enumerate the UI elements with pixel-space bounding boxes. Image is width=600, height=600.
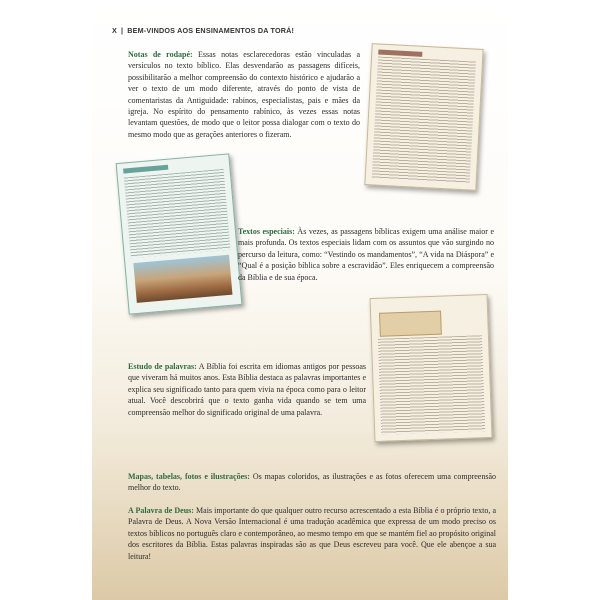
special-texts-page-thumbnail — [116, 153, 243, 314]
thumbnail-word-study-box — [379, 311, 442, 337]
header-separator: | — [121, 26, 124, 35]
section-text: Essas notas esclarecedoras estão vinculadas a versículos no texto bíblico. Elas desvendarão as passagens difíceis, possibilitarão a melhor compreensão do contexto histórico e ajudarão a ver o texto de um modo diferente, através do ponto de vista de comentaristas da Antiguidade: rabinos, especialistas, pais e mães da igreja. No espírito do pensamento rabínico, às vezes essas notas levantam questões, de modo que o leitor possa dialogar com o texto do mesmo modo que as gerações anteriores o fizeram. — [128, 50, 361, 139]
section-lead: A Palavra de Deus: — [128, 506, 194, 515]
section-lead: Textos especiais: — [238, 227, 295, 236]
section-text: Às vezes, as passagens bíblicas exigem uma análise maior e mais profunda. Os textos especiais lidam com os assuntos que vão surgindo no percurso da leitura, como: “Vestindo os mandamentos”, “A vida na Diáspora” e “Qual é a posição bíblica sobre a escravidão”. Eles enriquecem a compreensão da Bíblia e de sua época. — [238, 227, 495, 282]
section-special-texts — [238, 226, 494, 283]
section-maps-tables — [128, 471, 496, 494]
word-study-page-thumbnail — [370, 294, 493, 442]
header-title: BEM-VINDOS AOS ENSINAMENTOS DA TORÁ! — [127, 26, 295, 35]
section-word-study — [128, 361, 366, 418]
desert-photo-thumbnail — [133, 255, 232, 303]
running-header — [112, 26, 492, 35]
section-lead: Notas de rodapé: — [128, 50, 193, 59]
section-text: Mais importante do que qualquer outro recurso acrescentado a esta Bíblia é o próprio texto, a Palavra de Deus. A Nova Versão Internacional é uma tradução acadêmica que expressa de um modo preciso os textos bíblicos no português claro e contemporâneo, ao mesmo tempo em que se mantém fiel ao propósito original dos escritores da Bíblia. Estas palavras inspiradas são as que Deus escreveu para você. Que ele abençoe a sua leitura! — [128, 506, 496, 561]
thumbnail-text-lines — [372, 57, 476, 184]
thumbnail-heading-bar — [123, 165, 168, 174]
section-text: Os mapas coloridos, as ilustrações e as fotos oferecem uma compreensão melhor do texto. — [128, 472, 497, 493]
page-number: X — [112, 26, 117, 35]
thumbnail-text-lines — [124, 169, 231, 258]
footnotes-page-thumbnail — [364, 43, 483, 191]
section-word-of-god — [128, 505, 496, 562]
section-lead: Mapas, tabelas, fotos e ilustrações: — [128, 472, 250, 481]
section-lead: Estudo de palavras: — [128, 362, 197, 371]
thumbnail-text-lines — [378, 335, 485, 435]
section-text: A Bíblia foi escrita em idiomas antigos por pessoas que viveram há muitos anos. Esta Bíblia destaca as palavras importantes e explica seu significado tanto para quem vivia na época como para o leitor atual. Você descobrirá que o texto ganha vida quando se tem uma compreensão melhor do significado original de uma palavra. — [128, 362, 366, 417]
thumbnail-heading-bar — [378, 50, 422, 57]
section-footnotes — [128, 49, 360, 140]
